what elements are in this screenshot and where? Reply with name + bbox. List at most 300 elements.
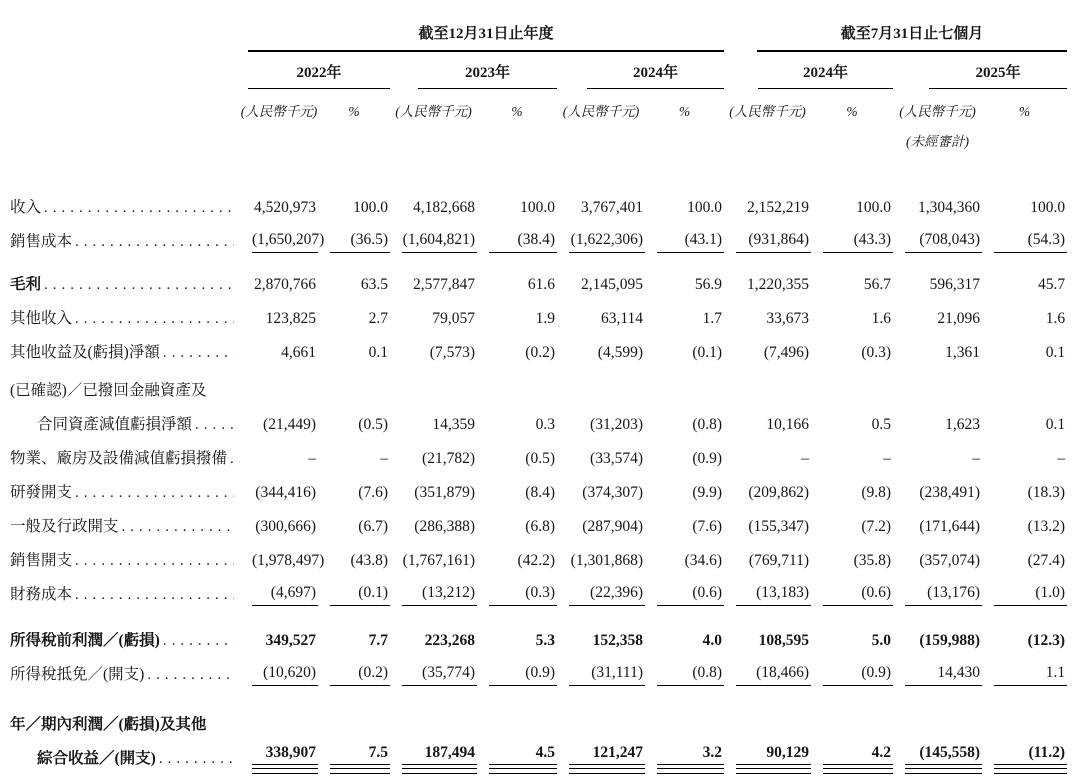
row-label xyxy=(10,742,240,776)
value-cell xyxy=(390,302,477,336)
cell-value: 1,623 xyxy=(945,416,981,434)
value-cell xyxy=(318,408,390,442)
value-cell xyxy=(645,510,724,544)
value-cell xyxy=(811,476,893,510)
value-cell xyxy=(724,336,811,370)
value-cell xyxy=(724,259,811,302)
cell-value: 63.5 xyxy=(360,276,388,294)
cell-value: 0.1 xyxy=(1045,344,1066,362)
value-cell xyxy=(557,336,645,370)
cell-value: (155,347) xyxy=(748,518,810,536)
table-row xyxy=(10,578,1067,612)
cell-value: (357,074) xyxy=(919,552,981,570)
value-cell xyxy=(893,191,982,225)
row-label-text: 毛利 xyxy=(10,275,42,293)
value-cell xyxy=(390,742,477,776)
row-label-text: 年／期內利潤／(虧損)及其他 xyxy=(10,716,207,734)
period-header-row xyxy=(10,8,1067,52)
unit-label: (人民幣千元) xyxy=(899,104,976,119)
double-underline xyxy=(330,768,390,774)
header-spacer xyxy=(10,153,1067,191)
cell-value: (238,491) xyxy=(919,484,981,502)
cell-value: (4,599) xyxy=(597,344,643,362)
cell-value: (0.9) xyxy=(489,664,557,687)
value-cell xyxy=(477,658,557,692)
row-label-text: 合同資產減值虧損淨額 xyxy=(37,415,193,433)
value-cell xyxy=(477,578,557,612)
value-cell xyxy=(557,510,645,544)
cell-value: (31,203) xyxy=(590,416,643,434)
cell-value: (1.0) xyxy=(994,584,1067,607)
value-cell xyxy=(724,191,811,225)
value-cell xyxy=(982,510,1067,544)
year-header-2022: 2022年 xyxy=(248,61,390,89)
financial-table xyxy=(10,8,1067,776)
value-cell xyxy=(318,692,390,742)
cell-value: 100.0 xyxy=(687,199,723,217)
value-cell xyxy=(318,476,390,510)
value-cell xyxy=(240,370,318,408)
dotted-leader xyxy=(192,416,234,434)
value-cell xyxy=(477,612,557,658)
row-label-text: 所得稅抵免／(開支) xyxy=(10,665,145,683)
table-header xyxy=(10,8,1067,191)
cell-value: 3,767,401 xyxy=(581,199,643,217)
cell-value: (13,183) xyxy=(736,584,811,607)
dotted-leader xyxy=(160,344,234,362)
cell-value: (9.9) xyxy=(692,484,723,502)
table-row xyxy=(10,370,1067,408)
cell-value: 1.6 xyxy=(1045,310,1066,328)
cell-value: 63,114 xyxy=(600,310,643,328)
cell-value: 121,247 xyxy=(569,744,645,765)
row-label xyxy=(10,302,240,336)
value-cell xyxy=(240,742,318,776)
cell-value: (22,396) xyxy=(569,584,645,607)
table-row xyxy=(10,612,1067,658)
value-cell xyxy=(240,692,318,742)
cell-value: (159,988) xyxy=(919,632,981,650)
value-cell xyxy=(893,658,982,692)
cell-value: 2,152,219 xyxy=(747,199,810,217)
value-cell xyxy=(318,442,390,476)
value-cell xyxy=(557,370,645,408)
cell-value: (0.8) xyxy=(692,416,723,434)
cell-value: (0.1) xyxy=(330,584,390,607)
dotted-leader xyxy=(144,666,234,684)
value-cell xyxy=(982,742,1067,776)
value-cell xyxy=(645,742,724,776)
percent-label: % xyxy=(846,104,858,119)
empty-corner xyxy=(10,8,240,52)
value-cell xyxy=(477,742,557,776)
value-cell xyxy=(557,225,645,259)
value-cell xyxy=(240,578,318,612)
cell-value: (11.2) xyxy=(994,744,1067,765)
cell-value: 4,661 xyxy=(281,344,316,362)
value-cell xyxy=(645,442,724,476)
cell-value: (300,666) xyxy=(255,518,316,536)
value-cell xyxy=(724,544,811,578)
cell-value: 100.0 xyxy=(520,199,555,217)
value-cell xyxy=(318,302,390,336)
cell-value: – xyxy=(308,450,316,468)
value-cell xyxy=(645,302,724,336)
cell-value: 4.2 xyxy=(823,744,893,765)
row-label-text: (已確認)／已撥回金融資產及 xyxy=(10,382,207,400)
value-cell xyxy=(318,578,390,612)
value-cell xyxy=(982,336,1067,370)
cell-value: 349,527 xyxy=(265,632,316,650)
unit-label: (人民幣千元) xyxy=(729,104,806,119)
dotted-leader xyxy=(72,233,234,251)
value-cell xyxy=(724,302,811,336)
year-header-2023: 2023年 xyxy=(418,61,557,89)
cell-value: (0.3) xyxy=(861,344,892,362)
cell-value: (708,043) xyxy=(905,231,982,254)
cell-value: (0.1) xyxy=(692,344,723,362)
value-cell xyxy=(477,544,557,578)
cell-value: (0.3) xyxy=(489,584,557,607)
value-cell xyxy=(645,225,724,259)
cell-value: (1,767,161) xyxy=(402,552,475,570)
value-cell xyxy=(893,442,982,476)
value-cell xyxy=(893,510,982,544)
year-header-2024: 2024年 xyxy=(587,61,724,89)
table-row xyxy=(10,259,1067,302)
value-cell xyxy=(724,225,811,259)
value-cell xyxy=(811,578,893,612)
cell-value: (12.3) xyxy=(1027,632,1066,650)
value-cell xyxy=(557,476,645,510)
value-cell xyxy=(557,578,645,612)
dotted-leader xyxy=(72,586,234,604)
cell-value: 7.5 xyxy=(330,744,390,765)
value-cell xyxy=(893,408,982,442)
cell-value: 108,595 xyxy=(758,632,810,650)
cell-value: (351,879) xyxy=(414,484,475,502)
value-cell xyxy=(390,510,477,544)
cell-value: 1,361 xyxy=(945,344,981,362)
value-cell xyxy=(811,742,893,776)
cell-value: (42.2) xyxy=(517,552,555,570)
page xyxy=(0,8,1080,780)
cell-value: 14,359 xyxy=(432,416,475,434)
table-row xyxy=(10,658,1067,692)
value-cell xyxy=(477,476,557,510)
value-cell xyxy=(645,370,724,408)
cell-value: – xyxy=(801,450,810,468)
value-cell xyxy=(557,442,645,476)
value-cell xyxy=(557,742,645,776)
row-label xyxy=(10,191,240,225)
cell-value: (43.8) xyxy=(350,552,388,570)
value-cell xyxy=(724,658,811,692)
value-cell xyxy=(724,742,811,776)
cell-value: – xyxy=(380,450,388,468)
value-cell xyxy=(477,191,557,225)
cell-value: (6.8) xyxy=(525,518,555,536)
row-label-text: 物業、廠房及設備減值虧損撥備 xyxy=(10,449,228,467)
value-cell xyxy=(390,408,477,442)
value-cell xyxy=(893,370,982,408)
value-cell xyxy=(318,225,390,259)
value-cell xyxy=(724,612,811,658)
value-cell xyxy=(724,510,811,544)
cell-value: (43.3) xyxy=(823,231,893,254)
row-label-text: 其他收益及(虧損)淨額 xyxy=(10,343,160,361)
value-cell xyxy=(240,658,318,692)
cell-value: (21,449) xyxy=(263,416,316,434)
value-cell xyxy=(893,259,982,302)
value-cell xyxy=(645,408,724,442)
table-body xyxy=(10,191,1067,776)
value-cell xyxy=(893,225,982,259)
cell-value: (9.8) xyxy=(861,484,892,502)
row-label xyxy=(10,442,240,476)
cell-value: 1.1 xyxy=(994,664,1067,687)
value-cell xyxy=(893,612,982,658)
row-label-text: 所得稅前利潤／(虧損) xyxy=(10,631,160,649)
cell-value: 0.5 xyxy=(871,416,892,434)
percent-label: % xyxy=(348,104,360,119)
value-cell xyxy=(893,742,982,776)
cell-value: 4.0 xyxy=(702,632,723,650)
value-cell xyxy=(390,612,477,658)
cell-value: 7.7 xyxy=(368,632,388,650)
value-cell xyxy=(557,191,645,225)
row-label-text: 一般及行政開支 xyxy=(10,517,119,535)
cell-value: 1,220,355 xyxy=(747,276,810,294)
table-row xyxy=(10,510,1067,544)
cell-value: (27.4) xyxy=(1027,552,1066,570)
cell-value: 100.0 xyxy=(353,199,388,217)
cell-value: (18.3) xyxy=(1027,484,1066,502)
cell-value: 187,494 xyxy=(402,744,477,765)
cell-value: (1,650,207) xyxy=(252,231,318,254)
cell-value: 596,317 xyxy=(929,276,981,294)
value-cell xyxy=(982,259,1067,302)
dotted-leader xyxy=(72,484,234,502)
value-cell xyxy=(724,476,811,510)
double-underline xyxy=(569,768,645,774)
cell-value: 5.0 xyxy=(871,632,892,650)
cell-value: (0.2) xyxy=(330,664,390,687)
cell-value: (374,307) xyxy=(582,484,643,502)
value-cell xyxy=(982,544,1067,578)
cell-value: (31,111) xyxy=(569,664,645,687)
value-cell xyxy=(318,544,390,578)
value-cell xyxy=(645,658,724,692)
value-cell xyxy=(390,544,477,578)
value-cell xyxy=(811,191,893,225)
table-row xyxy=(10,191,1067,225)
row-label xyxy=(10,578,240,612)
percent-label: % xyxy=(678,104,691,119)
cell-value: (769,711) xyxy=(748,552,810,570)
value-cell xyxy=(477,408,557,442)
cell-value: (1,301,868) xyxy=(570,552,643,570)
cell-value: (7,496) xyxy=(763,344,810,362)
value-cell xyxy=(645,544,724,578)
percent-label: % xyxy=(1018,104,1031,119)
cell-value: (35,774) xyxy=(402,664,477,687)
period-title-seven-months: 截至7月31日止七個月 xyxy=(757,22,1067,52)
cell-value: (54.3) xyxy=(994,231,1067,254)
cell-value: (0.9) xyxy=(692,450,723,468)
value-cell xyxy=(477,259,557,302)
cell-value: 4.5 xyxy=(489,744,557,765)
row-label-text: 收入 xyxy=(10,198,42,216)
row-label xyxy=(10,370,240,408)
cell-value: (1,604,821) xyxy=(402,231,477,254)
cell-value: – xyxy=(1057,450,1066,468)
value-cell xyxy=(390,692,477,742)
cell-value: (1,622,306) xyxy=(569,231,645,254)
cell-value: 338,907 xyxy=(252,744,318,765)
cell-value: 45.7 xyxy=(1037,276,1066,294)
cell-value: 0.3 xyxy=(535,416,555,434)
percent-label: % xyxy=(511,104,523,119)
cell-value: 1.7 xyxy=(702,310,723,328)
value-cell xyxy=(645,476,724,510)
cell-value: (38.4) xyxy=(489,231,557,254)
double-underline xyxy=(823,768,893,774)
value-cell xyxy=(318,510,390,544)
value-cell xyxy=(893,578,982,612)
value-cell xyxy=(982,408,1067,442)
value-cell xyxy=(477,370,557,408)
cell-value: (286,388) xyxy=(414,518,475,536)
cell-value: 1,304,360 xyxy=(918,199,981,217)
table-row xyxy=(10,476,1067,510)
cell-value: 56.9 xyxy=(694,276,723,294)
value-cell xyxy=(318,336,390,370)
row-label xyxy=(10,658,240,692)
cell-value: (36.5) xyxy=(330,231,390,254)
double-underline xyxy=(657,768,724,774)
cell-value: (344,416) xyxy=(255,484,316,502)
value-cell xyxy=(982,442,1067,476)
value-cell xyxy=(811,259,893,302)
double-underline xyxy=(402,768,477,774)
cell-value: (7.2) xyxy=(861,518,892,536)
cell-value: 223,268 xyxy=(424,632,475,650)
cell-value: (0.2) xyxy=(525,344,555,362)
value-cell xyxy=(240,336,318,370)
value-cell xyxy=(982,612,1067,658)
value-cell xyxy=(240,544,325,578)
cell-value: (10,620) xyxy=(252,664,318,687)
cell-value: 2,870,766 xyxy=(254,276,316,294)
value-cell xyxy=(811,302,893,336)
value-cell xyxy=(811,658,893,692)
value-cell xyxy=(893,544,982,578)
value-cell xyxy=(893,692,982,742)
cell-value: (6.7) xyxy=(358,518,388,536)
value-cell xyxy=(390,442,477,476)
value-cell xyxy=(390,476,477,510)
value-cell xyxy=(557,259,645,302)
cell-value: (7.6) xyxy=(358,484,388,502)
value-cell xyxy=(557,302,645,336)
value-cell xyxy=(893,476,982,510)
cell-value: 123,825 xyxy=(265,310,316,328)
value-cell xyxy=(811,544,893,578)
row-label xyxy=(10,225,240,259)
value-cell xyxy=(645,612,724,658)
value-cell xyxy=(557,692,645,742)
value-cell xyxy=(318,259,390,302)
table-row xyxy=(10,336,1067,370)
value-cell xyxy=(240,442,318,476)
dotted-leader xyxy=(160,632,234,650)
value-cell xyxy=(811,336,893,370)
value-cell xyxy=(390,336,477,370)
dotted-leader xyxy=(41,276,234,294)
cell-value: 1.6 xyxy=(871,310,892,328)
value-cell xyxy=(240,476,318,510)
cell-value: 79,057 xyxy=(432,310,475,328)
value-cell xyxy=(724,578,811,612)
cell-value: (13.2) xyxy=(1027,518,1066,536)
period-title-annual: 截至12月31日止年度 xyxy=(248,22,724,52)
value-cell xyxy=(240,302,318,336)
value-cell xyxy=(982,578,1067,612)
cell-value: (209,862) xyxy=(748,484,810,502)
value-cell xyxy=(318,191,390,225)
value-cell xyxy=(811,225,893,259)
cell-value: 0.1 xyxy=(1045,416,1066,434)
unit-label: (人民幣千元) xyxy=(240,104,318,119)
value-cell xyxy=(318,370,390,408)
value-cell xyxy=(390,191,477,225)
cell-value: (13,212) xyxy=(402,584,477,607)
cell-value: 90,129 xyxy=(736,744,811,765)
value-cell xyxy=(240,612,318,658)
double-underline xyxy=(736,768,811,774)
value-cell xyxy=(645,336,724,370)
cell-value: 4,520,973 xyxy=(254,199,316,217)
row-label xyxy=(10,259,240,302)
value-cell xyxy=(645,692,724,742)
value-cell xyxy=(645,259,724,302)
row-label xyxy=(10,692,240,742)
value-cell xyxy=(982,302,1067,336)
value-cell xyxy=(240,408,318,442)
value-cell xyxy=(477,692,557,742)
cell-value: – xyxy=(972,450,981,468)
value-cell xyxy=(390,578,477,612)
cell-value: (13,176) xyxy=(905,584,982,607)
row-label xyxy=(10,336,240,370)
cell-value: (8.4) xyxy=(525,484,555,502)
cell-value: (0.5) xyxy=(525,450,555,468)
value-cell xyxy=(477,336,557,370)
cell-value: 61.6 xyxy=(527,276,555,294)
row-label xyxy=(10,612,240,658)
value-cell xyxy=(240,191,318,225)
value-cell xyxy=(240,225,325,259)
cell-value: 2.7 xyxy=(368,310,388,328)
table-row xyxy=(10,225,1067,259)
row-label-text: 其他收入 xyxy=(10,309,73,327)
row-label-text: 銷售開支 xyxy=(10,551,73,569)
cell-value: 152,358 xyxy=(592,632,643,650)
value-cell xyxy=(557,408,645,442)
cell-value: 5.3 xyxy=(535,632,555,650)
dotted-leader xyxy=(119,518,234,536)
